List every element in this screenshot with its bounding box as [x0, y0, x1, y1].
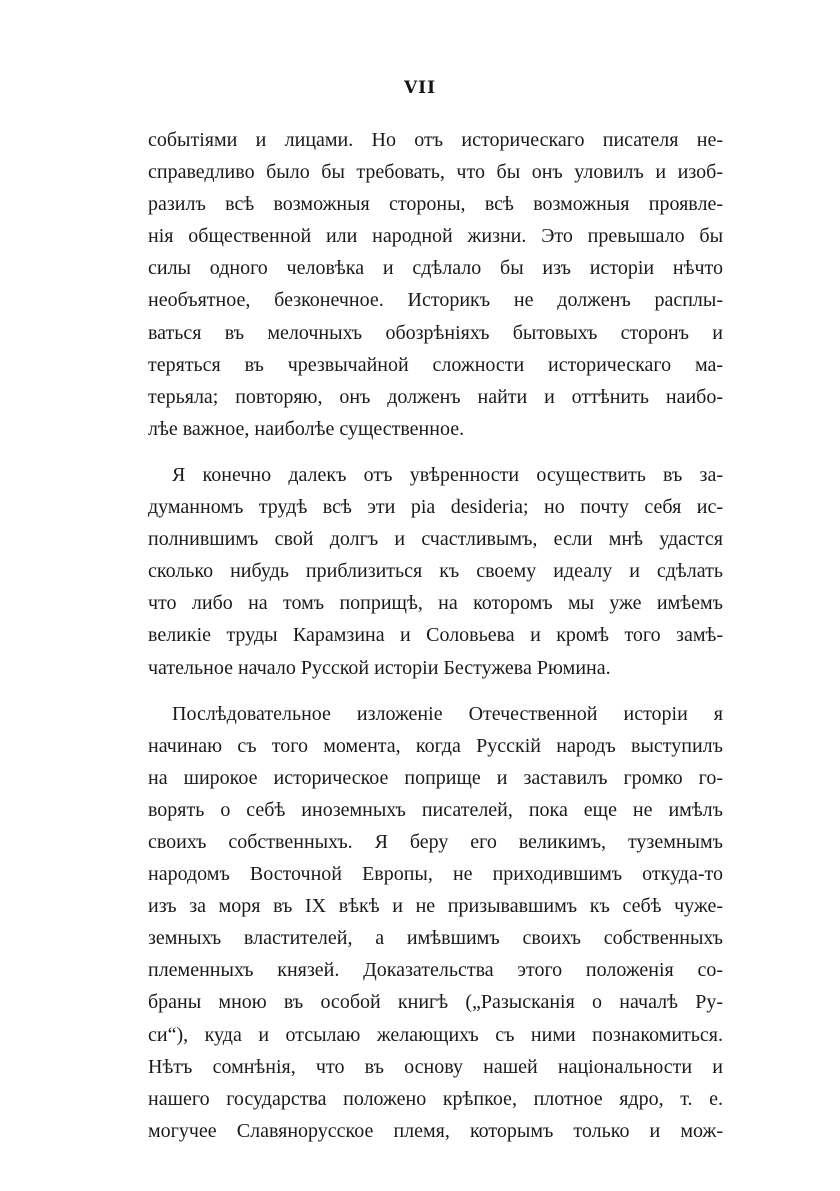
- text-line: нія общественной или народной жизни. Это превышало бы: [148, 225, 723, 248]
- text-line: на широкое историческое поприще и заставилъ громко го-: [148, 766, 723, 789]
- text-line: чательное начало Русской исторіи Бестужева Рюмина.: [148, 656, 611, 679]
- text-line: браны мною въ особой книгѣ („Разысканія о началѣ Ру-: [148, 991, 723, 1014]
- body-text: [148, 124, 723, 1147]
- text-line: терьяла; повторяю, онъ долженъ найти и оттѣнить наибо-: [148, 385, 723, 408]
- text-line: Я конечно далекъ отъ увѣренности осуществить въ за-: [172, 463, 723, 486]
- text-line: полнившимъ свой долгъ и счастливымъ, если мнѣ удастся: [148, 528, 723, 551]
- text-line: событіями и лицами. Но отъ историческаго писателя не-: [148, 129, 723, 151]
- text-line: силы одного человѣка и сдѣлало бы изъ исторіи нѣчто: [148, 257, 723, 280]
- paragraph-2: [148, 459, 723, 684]
- text-line: справедливо было бы требовать, что бы онъ уловилъ и изоб-: [148, 161, 723, 184]
- text-line: племенныхъ князей. Доказательства этого положенія со-: [148, 959, 723, 982]
- paragraph-spacer: [148, 445, 723, 459]
- text-line: народомъ Восточной Европы, не приходившимъ откуда-то: [148, 863, 723, 886]
- text-line: ваться въ мелочныхъ обозрѣніяхъ бытовыхъ сторонъ и: [148, 321, 723, 344]
- text-line: разилъ всѣ возможныя стороны, всѣ возможныя проявле-: [148, 193, 723, 216]
- text-line: земныхъ властителей, а имѣвшимъ своихъ собственныхъ: [148, 927, 723, 950]
- text-line: думанномъ трудѣ всѣ эти pia desideria; но почту себя ис-: [148, 496, 723, 519]
- text-line: сколько нибудь приблизиться къ своему идеалу и сдѣлать: [148, 560, 723, 583]
- text-line: что либо на томъ поприщѣ, на которомъ мы уже имѣемъ: [148, 592, 723, 615]
- text-line: могучее Славянорусское племя, которымъ только и мож-: [148, 1119, 723, 1142]
- text-line: начинаю съ того момента, когда Русскій народъ выступилъ: [148, 734, 723, 757]
- page-number: VII: [403, 78, 437, 98]
- paragraph-1: [148, 124, 723, 445]
- text-line: ворять о себѣ иноземныхъ писателей, пока еще не имѣлъ: [148, 798, 723, 821]
- text-line: Послѣдовательное изложеніе Отечественной исторіи я: [172, 702, 723, 725]
- paragraph-spacer: [148, 684, 723, 698]
- text-line: Нѣтъ сомнѣнія, что въ основу нашей національности и: [148, 1055, 723, 1078]
- text-line: нашего государства положено крѣпкое, плотное ядро, т. е.: [148, 1087, 723, 1110]
- text-line: изъ за моря въ IX вѣкѣ и не призывавшимъ къ себѣ чуже-: [148, 895, 723, 918]
- text-line: си“), куда и отсылаю желающихъ съ ними познакомиться.: [148, 1023, 723, 1046]
- text-line: необъятное, безконечное. Историкъ не долженъ расплы-: [148, 289, 723, 312]
- paragraph-3: [148, 698, 723, 1147]
- text-line: своихъ собственныхъ. Я беру его великимъ, туземнымъ: [148, 830, 723, 853]
- text-line: великіе труды Карамзина и Соловьева и кромѣ того замѣ-: [148, 624, 723, 647]
- text-line: лѣе важное, наиболѣе существенное.: [148, 417, 465, 440]
- text-line: теряться въ чрезвычайной сложности историческаго ма-: [148, 353, 723, 376]
